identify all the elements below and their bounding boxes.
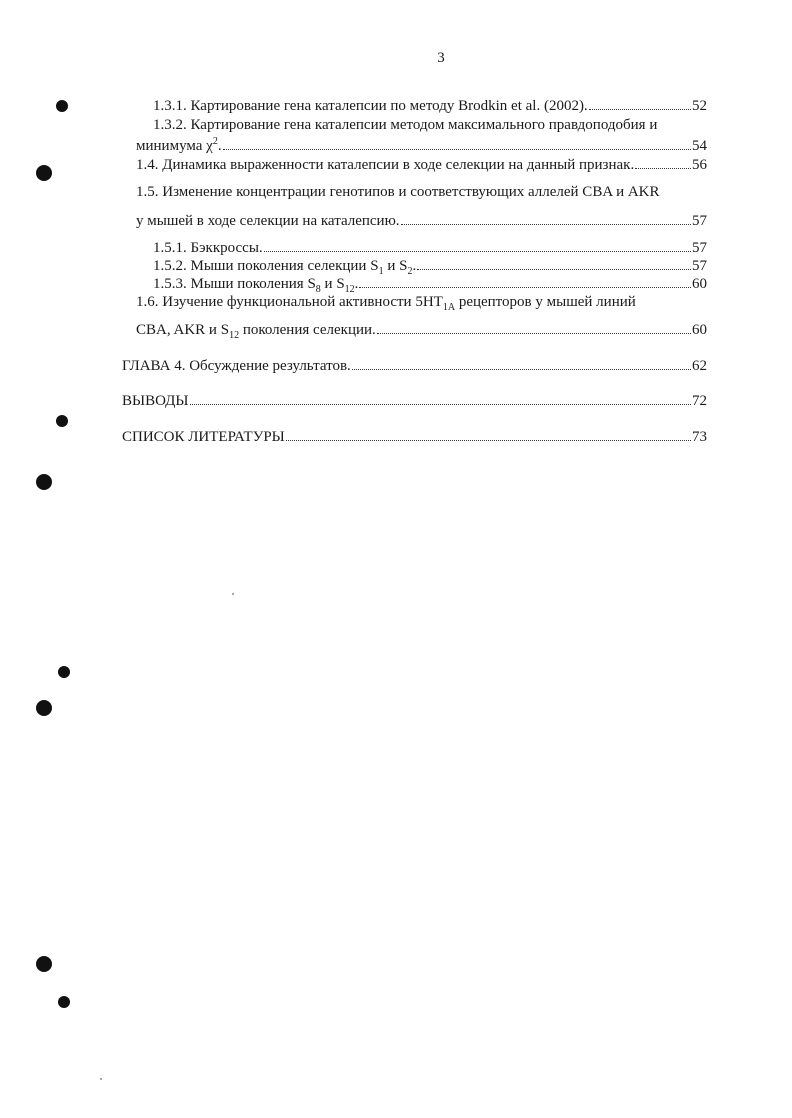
toc-entry-1-5[interactable] — [136, 211, 707, 230]
toc-entry-references[interactable] — [122, 427, 707, 446]
leader-dots — [589, 96, 691, 110]
toc-entry-conclusions[interactable] — [122, 391, 707, 410]
punch-hole-mark — [36, 165, 52, 181]
punch-hole-mark — [58, 996, 70, 1008]
toc-entry-page: 52 — [692, 98, 707, 114]
toc-entry-title: СПИСОК ЛИТЕРАТУРЫ — [122, 429, 285, 445]
punch-hole-mark — [36, 700, 52, 716]
toc-entry-1-6[interactable] — [136, 320, 707, 339]
toc-entry-page: 73 — [692, 429, 707, 445]
leader-dots — [377, 320, 691, 334]
toc-entry-title: 1.5.3. Мыши поколения $S_8$ и $S_{12}$. — [153, 276, 359, 295]
toc-entry-title: 1.3.1. Картирование гена каталепсии по методу Brodkin et al. (2002). — [153, 98, 588, 114]
toc-entry-page: 57 — [692, 240, 707, 256]
leader-dots — [417, 256, 691, 270]
punch-hole-mark — [56, 415, 68, 427]
scan-speck — [232, 593, 234, 595]
punch-hole-mark — [36, 956, 52, 972]
leader-dots — [223, 136, 691, 150]
toc-entry-1-6-line1: 1.6. Изучение функциональной активности $5HT_{1A}$ рецепторов у мышей линий — [136, 294, 636, 313]
toc-entry-title: ВЫВОДЫ — [122, 393, 189, 409]
toc-entry-title: 1.5.1. Бэккроссы. — [153, 240, 263, 256]
toc-entry-1-5-1[interactable] — [153, 238, 707, 257]
toc-entry-page: 57 — [692, 258, 707, 274]
leader-dots — [286, 427, 691, 441]
scan-speck — [100, 1078, 102, 1080]
toc-entry-page: 57 — [692, 213, 707, 229]
toc-entry-title: у мышей в ходе селекции на каталепсию. — [136, 213, 400, 229]
toc-entry-1-5-2[interactable] — [153, 256, 707, 275]
page-number: 3 — [437, 50, 445, 66]
toc-entry-1-3-2-line1: 1.3.2. Картирование гена каталепсии методом максимального правдоподобия и — [153, 117, 658, 133]
punch-hole-mark — [56, 100, 68, 112]
leader-dots — [635, 155, 691, 169]
toc-entry-title: ГЛАВА 4. Обсуждение результатов. — [122, 358, 351, 374]
punch-hole-mark — [58, 666, 70, 678]
leader-dots — [264, 238, 691, 252]
toc-entry-1-5-line1: 1.5. Изменение концентрации генотипов и соответствующих аллелей CBA и AKR — [136, 184, 660, 200]
toc-entry-title: 1.4. Динамика выраженности каталепсии в ходе селекции на данный признак. — [136, 157, 635, 173]
leader-dots — [352, 356, 691, 370]
toc-entry-page: 62 — [692, 358, 707, 374]
punch-hole-mark — [36, 474, 52, 490]
toc-entry-page: 60 — [692, 322, 707, 338]
toc-entry-page: 60 — [692, 276, 707, 292]
leader-dots — [401, 211, 691, 225]
toc-entry-title: 1.5.2. Мыши поколения селекции $S_1$ и $S_2$. — [153, 258, 417, 277]
toc-entry-page: 72 — [692, 393, 707, 409]
toc-entry-1-3-1[interactable] — [153, 96, 707, 115]
toc-entry-1-4[interactable] — [136, 155, 707, 174]
leader-dots — [190, 391, 692, 405]
toc-entry-title: CBA, AKR и $S_{12}$ поколения селекции. — [136, 322, 376, 341]
toc-entry-title: минимума $\chi^2$. — [136, 136, 222, 154]
toc-entry-1-5-3[interactable] — [153, 274, 707, 293]
toc-entry-page: 56 — [692, 157, 707, 173]
toc-entry-page: 54 — [692, 138, 707, 154]
leader-dots — [359, 274, 691, 288]
toc-entry-1-3-2[interactable] — [136, 136, 707, 155]
toc-entry-chapter-4[interactable] — [122, 356, 707, 375]
